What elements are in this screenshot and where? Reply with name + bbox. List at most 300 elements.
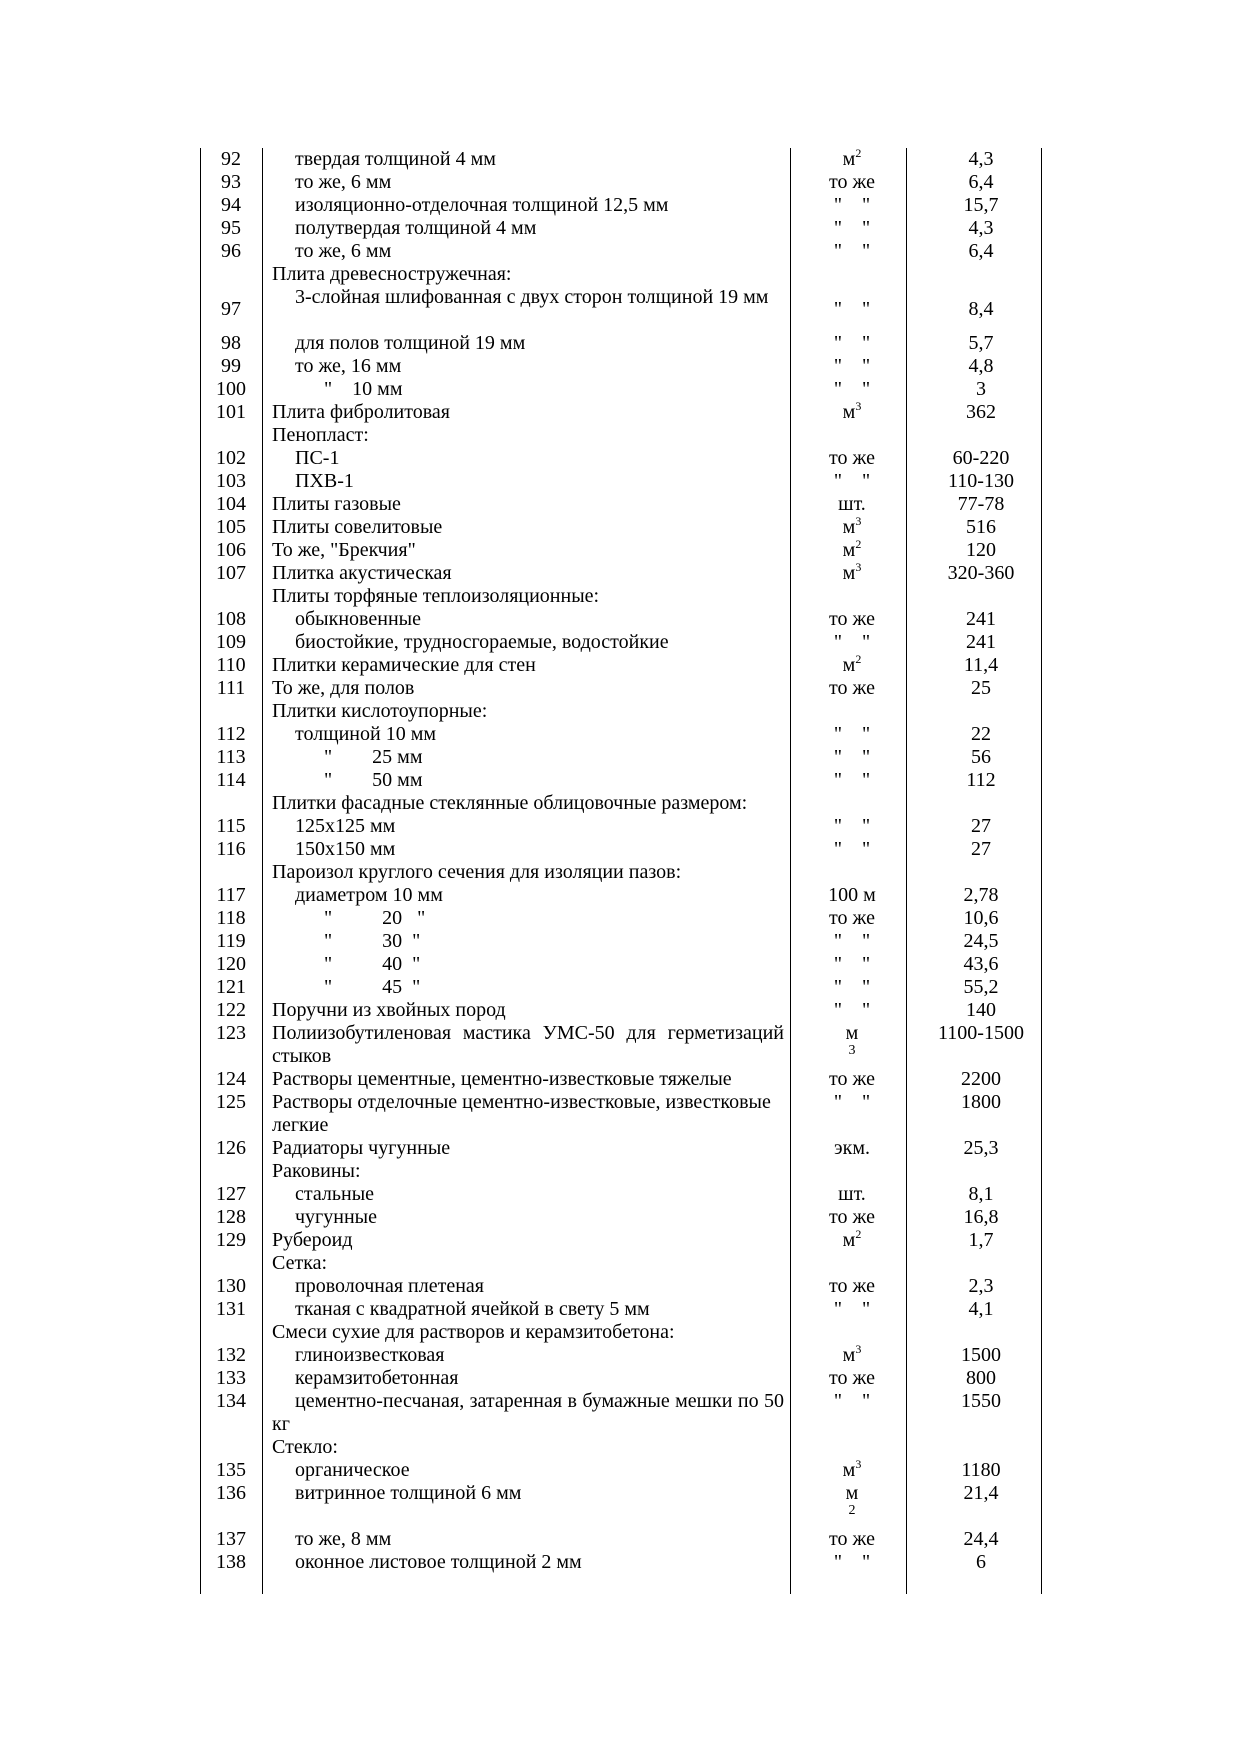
table-row [0, 1068, 1240, 1091]
material-name: " 50 мм [324, 769, 423, 791]
unit-of-measure [794, 217, 910, 240]
row-number: 129 [216, 1229, 246, 1251]
table-row [0, 470, 1240, 493]
table-row [0, 217, 1240, 240]
material-name: изоляционно-отделочная толщиной 12,5 мм [295, 194, 669, 216]
unit-text: м [842, 148, 856, 170]
table-row [0, 838, 1240, 861]
table-row [0, 1528, 1240, 1551]
unit-of-measure [794, 171, 910, 194]
unit-superscript: 2 [855, 146, 862, 160]
material-name: " 45 " [324, 976, 421, 998]
material-name: Плиты газовые [272, 493, 401, 515]
mass-value: 362 [966, 401, 996, 423]
unit-of-measure [794, 1298, 910, 1321]
mass-value: 800 [966, 1367, 996, 1389]
mass-value: 2,3 [968, 1275, 994, 1297]
mass-value: 5,7 [968, 332, 994, 354]
material-name: для полов толщиной 19 мм [295, 332, 526, 354]
table-row [0, 240, 1240, 263]
material-name: 150х150 мм [295, 838, 396, 860]
table-group-heading [0, 792, 1240, 815]
table-group-heading [0, 861, 1240, 884]
material-name: То же, "Брекчия" [272, 539, 416, 561]
unit-of-measure [794, 1275, 910, 1298]
material-name: то же, 6 мм [295, 171, 392, 193]
unit-text: то же [829, 677, 875, 699]
unit-of-measure [794, 723, 910, 746]
unit-exponent: 3 [848, 1043, 856, 1058]
material-name: Пенопласт: [272, 424, 369, 446]
unit-exponent: 2 [848, 1503, 856, 1518]
unit-of-measure [794, 1091, 910, 1114]
unit-of-measure [794, 355, 910, 378]
mass-value: 11,4 [963, 654, 999, 676]
row-number: 115 [216, 815, 246, 837]
material-name: ПС-1 [295, 447, 340, 469]
table-row [0, 1091, 1240, 1137]
row-number: 128 [216, 1206, 246, 1228]
row-number: 103 [216, 470, 246, 492]
material-name: Радиаторы чугунные [272, 1137, 451, 1159]
row-number: 125 [216, 1091, 246, 1113]
row-number: 123 [216, 1022, 246, 1044]
table-group-heading [0, 585, 1240, 608]
material-name: Поручни из хвойных пород [272, 999, 506, 1021]
table-row [0, 148, 1240, 171]
unit-text: " " [833, 631, 871, 653]
mass-value: 140 [966, 999, 996, 1021]
row-number: 96 [221, 240, 241, 262]
mass-value: 77-78 [957, 493, 1005, 515]
row-number: 117 [216, 884, 246, 906]
table-row [0, 631, 1240, 654]
material-name: Растворы отделочные цементно-известковые, известковые легкие [272, 1091, 776, 1136]
unit-of-measure [794, 194, 910, 217]
mass-value: 110-130 [948, 470, 1014, 492]
unit-of-measure [794, 470, 910, 493]
row-number: 108 [216, 608, 246, 630]
table-row [0, 1183, 1240, 1206]
row-number: 104 [216, 493, 246, 515]
material-name: проволочная плетеная [295, 1275, 485, 1297]
row-number: 138 [216, 1551, 246, 1573]
mass-value: 55,2 [963, 976, 999, 998]
unit-of-measure [794, 240, 910, 263]
table-row [0, 1137, 1240, 1160]
unit-of-measure [794, 1459, 910, 1482]
unit-of-measure [794, 608, 910, 631]
unit-text: " " [833, 723, 871, 745]
material-name: Сетка: [272, 1252, 328, 1274]
unit-text: " " [833, 355, 871, 377]
material-name: цементно-песчаная, затаренная в бумажные мешки по 50 кг [272, 1390, 789, 1435]
unit-of-measure [794, 1137, 910, 1160]
mass-value: 43,6 [963, 953, 999, 975]
mass-value: 241 [966, 608, 996, 630]
unit-of-measure [794, 148, 910, 171]
table-row [0, 1482, 1240, 1528]
material-name: " 30 " [324, 930, 421, 952]
mass-value: 8,1 [968, 1183, 994, 1205]
mass-value: 1180 [961, 1459, 1001, 1481]
row-number: 124 [216, 1068, 246, 1090]
table-row [0, 953, 1240, 976]
mass-value: 60-220 [952, 447, 1010, 469]
mass-value: 27 [971, 838, 991, 860]
material-name: Стекло: [272, 1436, 338, 1458]
row-number: 97 [221, 298, 241, 320]
table-row [0, 930, 1240, 953]
mass-value: 6 [976, 1551, 986, 1573]
mass-value: 120 [966, 539, 996, 561]
unit-text: 100 м [828, 884, 876, 906]
mass-value: 24,4 [963, 1528, 999, 1550]
mass-value: 112 [966, 769, 996, 791]
mass-value: 22 [971, 723, 991, 745]
unit-of-measure [794, 953, 910, 976]
row-number: 135 [216, 1459, 246, 1481]
table-row [0, 723, 1240, 746]
table-row [0, 1229, 1240, 1252]
row-number: 121 [216, 976, 246, 998]
unit-text: " " [833, 838, 871, 860]
row-number: 109 [216, 631, 246, 653]
unit-of-measure [794, 493, 910, 516]
table-row [0, 1344, 1240, 1367]
table-row [0, 769, 1240, 792]
row-number: 130 [216, 1275, 246, 1297]
unit-of-measure [794, 1528, 910, 1551]
unit-text: то же [829, 447, 875, 469]
row-number: 113 [216, 746, 246, 768]
table-row [0, 332, 1240, 355]
table-row [0, 1459, 1240, 1482]
material-name: глиноизвестковая [295, 1344, 445, 1366]
row-number: 110 [216, 654, 246, 676]
mass-value: 3 [976, 378, 986, 400]
table-row [0, 1390, 1240, 1436]
unit-superscript: 2 [855, 537, 862, 551]
material-name: тканая с квадратной ячейкой в свету 5 мм [295, 1298, 650, 1320]
unit-text: " " [833, 953, 871, 975]
unit-text: " " [833, 470, 871, 492]
mass-value: 1550 [961, 1390, 1001, 1412]
unit-of-measure [794, 298, 910, 321]
material-name: керамзитобетонная [295, 1367, 459, 1389]
mass-value: 56 [971, 746, 991, 768]
unit-of-measure [794, 401, 910, 424]
unit-of-measure [794, 769, 910, 792]
material-name: Плита древесностружечная: [272, 263, 512, 285]
row-number: 131 [216, 1298, 246, 1320]
table-row [0, 516, 1240, 539]
mass-value: 27 [971, 815, 991, 837]
unit-of-measure [794, 1022, 910, 1058]
table-row [0, 1206, 1240, 1229]
material-name: стальные [295, 1183, 375, 1205]
row-number: 114 [216, 769, 246, 791]
unit-of-measure [794, 1482, 910, 1518]
row-number: 137 [216, 1528, 246, 1550]
unit-of-measure [794, 838, 910, 861]
row-number: 112 [216, 723, 246, 745]
material-name: 3-слойная шлифованная с двух сторон толщиной 19 мм [295, 286, 769, 308]
row-number: 126 [216, 1137, 246, 1159]
row-number: 92 [221, 148, 241, 170]
row-number: 93 [221, 171, 241, 193]
material-name: полутвердая толщиной 4 мм [295, 217, 537, 239]
row-number: 120 [216, 953, 246, 975]
unit-of-measure [794, 539, 910, 562]
unit-of-measure [794, 1206, 910, 1229]
material-name: органическое [295, 1459, 410, 1481]
table-group-heading [0, 1436, 1240, 1459]
table-row [0, 493, 1240, 516]
unit-text: то же [829, 907, 875, 929]
table-row [0, 999, 1240, 1022]
table-group-heading [0, 1160, 1240, 1183]
row-number: 122 [216, 999, 246, 1021]
material-name: Полиизобутиленовая мастика УМС-50 для герметизаций стыков [272, 1022, 789, 1067]
unit-text: то же [829, 1528, 875, 1550]
material-name: обыкновенные [295, 608, 421, 630]
unit-of-measure [794, 562, 910, 585]
unit-of-measure [794, 1367, 910, 1390]
unit-text: " " [833, 976, 871, 998]
unit-text: " " [833, 1390, 871, 1412]
row-number: 100 [216, 378, 246, 400]
unit-text: шт. [838, 1183, 866, 1205]
table-group-heading [0, 1321, 1240, 1344]
mass-value: 4,3 [968, 217, 994, 239]
table-row [0, 171, 1240, 194]
table-row [0, 976, 1240, 999]
unit-text: шт. [838, 493, 866, 515]
unit-text: то же [829, 1068, 875, 1090]
row-number: 102 [216, 447, 246, 469]
row-number: 127 [216, 1183, 246, 1205]
material-name: Пароизол круглого сечения для изоляции пазов: [272, 861, 682, 883]
unit-of-measure [794, 1183, 910, 1206]
table-row [0, 562, 1240, 585]
unit-text: м [842, 1459, 856, 1481]
row-number: 98 [221, 332, 241, 354]
unit-of-measure [794, 447, 910, 470]
unit-text: " " [833, 1298, 871, 1320]
material-name: витринное толщиной 6 мм [295, 1482, 522, 1504]
row-number: 136 [216, 1482, 246, 1504]
unit-of-measure [794, 999, 910, 1022]
material-name: диаметром 10 мм [295, 884, 443, 906]
mass-value: 241 [966, 631, 996, 653]
mass-value: 21,4 [963, 1482, 999, 1504]
material-name: Плиты совелитовые [272, 516, 443, 538]
unit-text: " " [833, 769, 871, 791]
unit-of-measure [794, 1229, 910, 1252]
mass-value: 1800 [961, 1091, 1001, 1113]
material-name: то же, 16 мм [295, 355, 402, 377]
table-row [0, 401, 1240, 424]
unit-text: " " [833, 194, 871, 216]
row-number: 105 [216, 516, 246, 538]
table-row [0, 677, 1240, 700]
mass-value: 10,6 [963, 907, 999, 929]
unit-text: м [842, 1229, 856, 1251]
table-row [0, 194, 1240, 217]
unit-text: " " [833, 815, 871, 837]
table-group-heading [0, 263, 1240, 286]
material-name: Плита фибролитовая [272, 401, 450, 423]
mass-value: 6,4 [968, 240, 994, 262]
mass-value: 25 [971, 677, 991, 699]
material-name: Раковины: [272, 1160, 361, 1182]
table-row [0, 447, 1240, 470]
mass-value: 25,3 [963, 1137, 999, 1159]
unit-text: м [842, 1344, 856, 1366]
mass-value: 8,4 [968, 298, 994, 320]
unit-superscript: 3 [855, 514, 862, 528]
material-name: то же, 6 мм [295, 240, 392, 262]
unit-of-measure [794, 930, 910, 953]
unit-text: " " [833, 930, 871, 952]
unit-of-measure [794, 378, 910, 401]
row-number: 111 [216, 677, 246, 699]
material-name: твердая толщиной 4 мм [295, 148, 496, 170]
unit-text: экм. [834, 1137, 870, 1159]
unit-superscript: 3 [855, 399, 862, 413]
unit-of-measure [794, 516, 910, 539]
row-number: 101 [216, 401, 246, 423]
row-number: 132 [216, 1344, 246, 1366]
table-row [0, 884, 1240, 907]
row-number: 134 [216, 1390, 246, 1412]
unit-of-measure [794, 884, 910, 907]
unit-text: м [842, 516, 856, 538]
material-name: Растворы цементные, цементно-известковые тяжелые [272, 1068, 732, 1090]
unit-of-measure [794, 976, 910, 999]
material-name: Рубероид [272, 1229, 353, 1251]
row-number: 94 [221, 194, 241, 216]
table-row [0, 286, 1240, 332]
material-name: Плитки керамические для стен [272, 654, 536, 676]
table-row [0, 815, 1240, 838]
mass-value: 24,5 [963, 930, 999, 952]
unit-of-measure [794, 332, 910, 355]
unit-of-measure [794, 1068, 910, 1091]
material-name: биостойкие, трудносгораемые, водостойкие [295, 631, 669, 653]
unit-text: то же [829, 1367, 875, 1389]
unit-text: то же [829, 1275, 875, 1297]
unit-superscript: 2 [855, 652, 862, 666]
mass-value: 320-360 [947, 562, 1015, 584]
unit-text: " " [833, 1551, 871, 1573]
row-number: 118 [216, 907, 246, 929]
mass-value: 1,7 [968, 1229, 994, 1251]
unit-of-measure [794, 815, 910, 838]
unit-superscript: 3 [855, 1457, 862, 1471]
table-row [0, 746, 1240, 769]
mass-value: 1100-1500 [938, 1022, 1024, 1044]
unit-text: то же [829, 1206, 875, 1228]
table-row [0, 907, 1240, 930]
mass-value: 16,8 [963, 1206, 999, 1228]
row-number: 133 [216, 1367, 246, 1389]
row-number: 106 [216, 539, 246, 561]
unit-of-measure [794, 677, 910, 700]
mass-value: 15,7 [963, 194, 999, 216]
table-row [0, 654, 1240, 677]
material-name: " 10 мм [324, 378, 403, 400]
unit-superscript: 3 [855, 560, 862, 574]
material-name: чугунные [295, 1206, 377, 1228]
row-number: 107 [216, 562, 246, 584]
material-name: Плитка акустическая [272, 562, 452, 584]
unit-text: " " [833, 217, 871, 239]
table-group-heading [0, 1252, 1240, 1275]
table-row [0, 1275, 1240, 1298]
material-name: Плитки фасадные стеклянные облицовочные размером: [272, 792, 748, 814]
unit-text: " " [833, 240, 871, 262]
unit-text: " " [833, 999, 871, 1021]
unit-text: " " [833, 746, 871, 768]
unit-text: м [842, 562, 856, 584]
unit-text: м [842, 401, 856, 423]
mass-value: 4,3 [968, 148, 994, 170]
row-number: 116 [216, 838, 246, 860]
unit-text: " " [833, 332, 871, 354]
table-row [0, 1298, 1240, 1321]
mass-value: 4,1 [968, 1298, 994, 1320]
unit-of-measure [794, 631, 910, 654]
mass-value: 6,4 [968, 171, 994, 193]
unit-text: " " [833, 378, 871, 400]
table-row [0, 608, 1240, 631]
unit-of-measure [794, 1344, 910, 1367]
row-number: 119 [216, 930, 246, 952]
row-number: 95 [221, 217, 241, 239]
mass-value: 2200 [961, 1068, 1001, 1090]
material-name: Плиты торфяные теплоизоляционные: [272, 585, 600, 607]
table-row [0, 1367, 1240, 1390]
table-row [0, 539, 1240, 562]
material-name: " 40 " [324, 953, 421, 975]
unit-of-measure [794, 907, 910, 930]
material-name: " 25 мм [324, 746, 423, 768]
table-group-heading [0, 700, 1240, 723]
unit-of-measure [794, 746, 910, 769]
unit-text: " " [833, 298, 871, 320]
unit-of-measure [794, 654, 910, 677]
table-row [0, 1551, 1240, 1574]
material-name: Плитки кислотоупорные: [272, 700, 488, 722]
mass-value: 2,78 [963, 884, 999, 906]
table-group-heading [0, 424, 1240, 447]
unit-text: м [845, 1482, 859, 1504]
unit-text: м [842, 539, 856, 561]
table-row [0, 355, 1240, 378]
unit-superscript: 3 [855, 1342, 862, 1356]
mass-value: 4,8 [968, 355, 994, 377]
material-name: толщиной 10 мм [295, 723, 437, 745]
row-number: 99 [221, 355, 241, 377]
material-name: 125х125 мм [295, 815, 396, 837]
material-name: оконное листовое толщиной 2 мм [295, 1551, 582, 1573]
table-row [0, 1022, 1240, 1068]
unit-text: " " [833, 1091, 871, 1113]
unit-text: м [842, 654, 856, 676]
material-name: То же, для полов [272, 677, 415, 699]
